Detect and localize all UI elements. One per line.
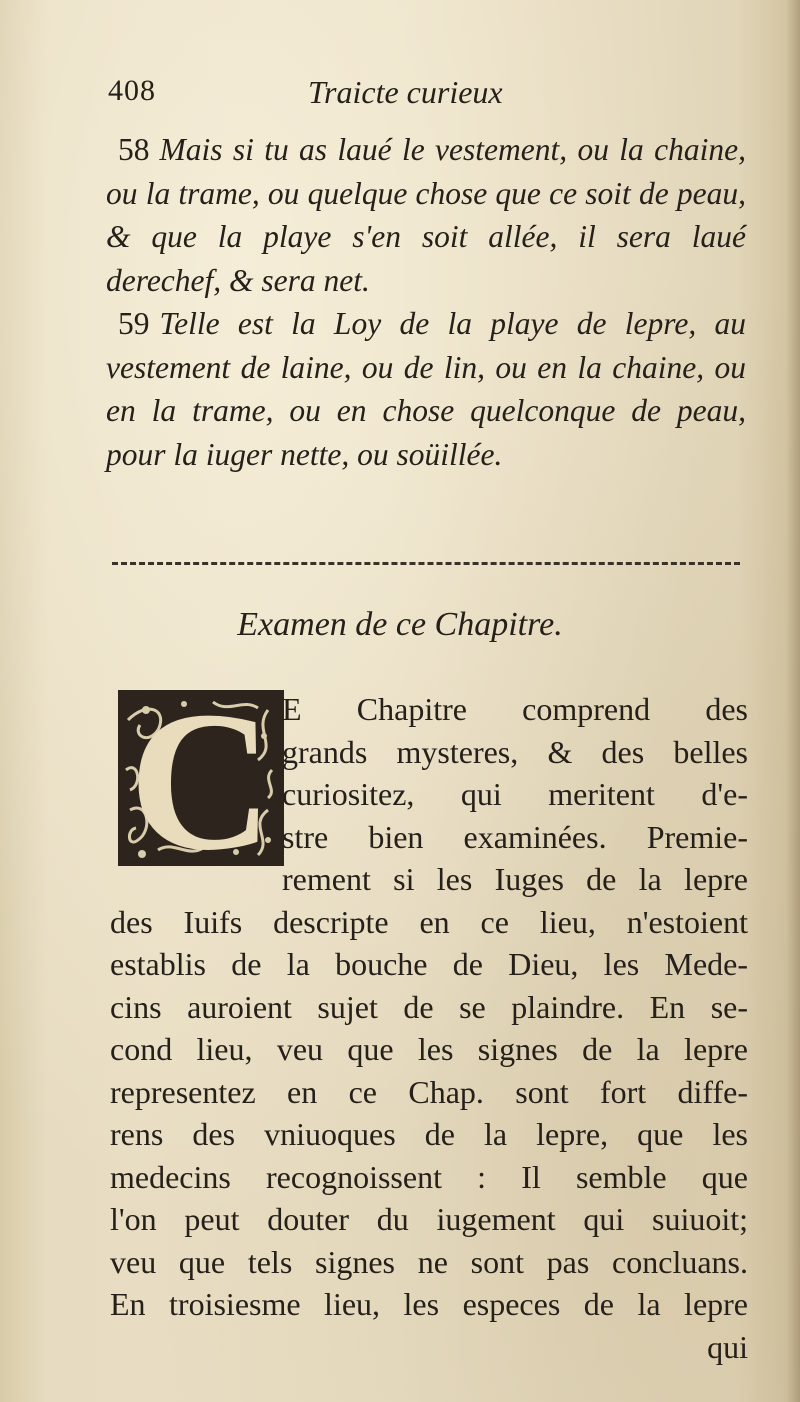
text-line: veu que tels signes ne sont pas concluans.	[110, 1243, 748, 1280]
text-line: establis de la bouche de Dieu, les Mede-	[110, 946, 748, 982]
text-line: medecins recognoissent : Il semble que	[110, 1158, 748, 1195]
text-line: rens des vniuoques de la lepre, que les	[110, 1116, 748, 1152]
text-line: En troisiesme lieu, les especes de la lepre	[110, 1286, 748, 1322]
dashed-divider	[112, 562, 740, 565]
text-line: curiositez, qui meritent d'e-	[282, 776, 748, 812]
running-head	[108, 74, 688, 114]
verse-block	[106, 128, 746, 476]
verse-number: 59	[118, 306, 150, 341]
text-line: E Chapitre comprend des	[282, 691, 748, 727]
text-line: stre bien examinées. Premie-	[282, 818, 748, 855]
text-line: cond lieu, veu que les signes de la lepre	[110, 1031, 748, 1067]
drop-cap-letter: C	[128, 690, 274, 866]
page-number: 408	[108, 74, 156, 107]
verse-text: Telle est la Loy de la playe de lepre, au vestement de laine, ou de lin, ou en la chaine, ou en la trame, ou en chose quelconque de peau, pour la iuger nette, ou soüillée.	[106, 306, 746, 472]
text-line: cins auroient sujet de se plaindre. En se-	[110, 988, 748, 1025]
text-line: grands mysteres, & des belles	[282, 733, 748, 770]
verse-number: 58	[118, 132, 150, 167]
text-line: l'on peut douter du iugement qui suiuoit;	[110, 1201, 748, 1237]
commentary-text	[110, 688, 748, 1368]
section-heading: Examen de ce Chapitre.	[237, 606, 563, 643]
verse-58	[106, 128, 746, 302]
text-line: des Iuifs descripte en ce lieu, n'estoient	[110, 903, 748, 940]
verse-59	[106, 302, 746, 476]
catchword: qui	[707, 1328, 748, 1365]
text-line: representez en ce Chap. sont fort diffe-	[110, 1073, 748, 1110]
running-title: Traicte curieux	[308, 74, 503, 110]
verse-text: Mais si tu as laué le vestement, ou la chaine, ou la trame, ou quelque chose que ce soit de peau, & que la playe s'en soit allée, il sera laué derechef, & sera net.	[106, 132, 746, 298]
text-line: rement si les Iuges de la lepre	[282, 861, 748, 897]
page-edge-shadow	[786, 0, 800, 1402]
